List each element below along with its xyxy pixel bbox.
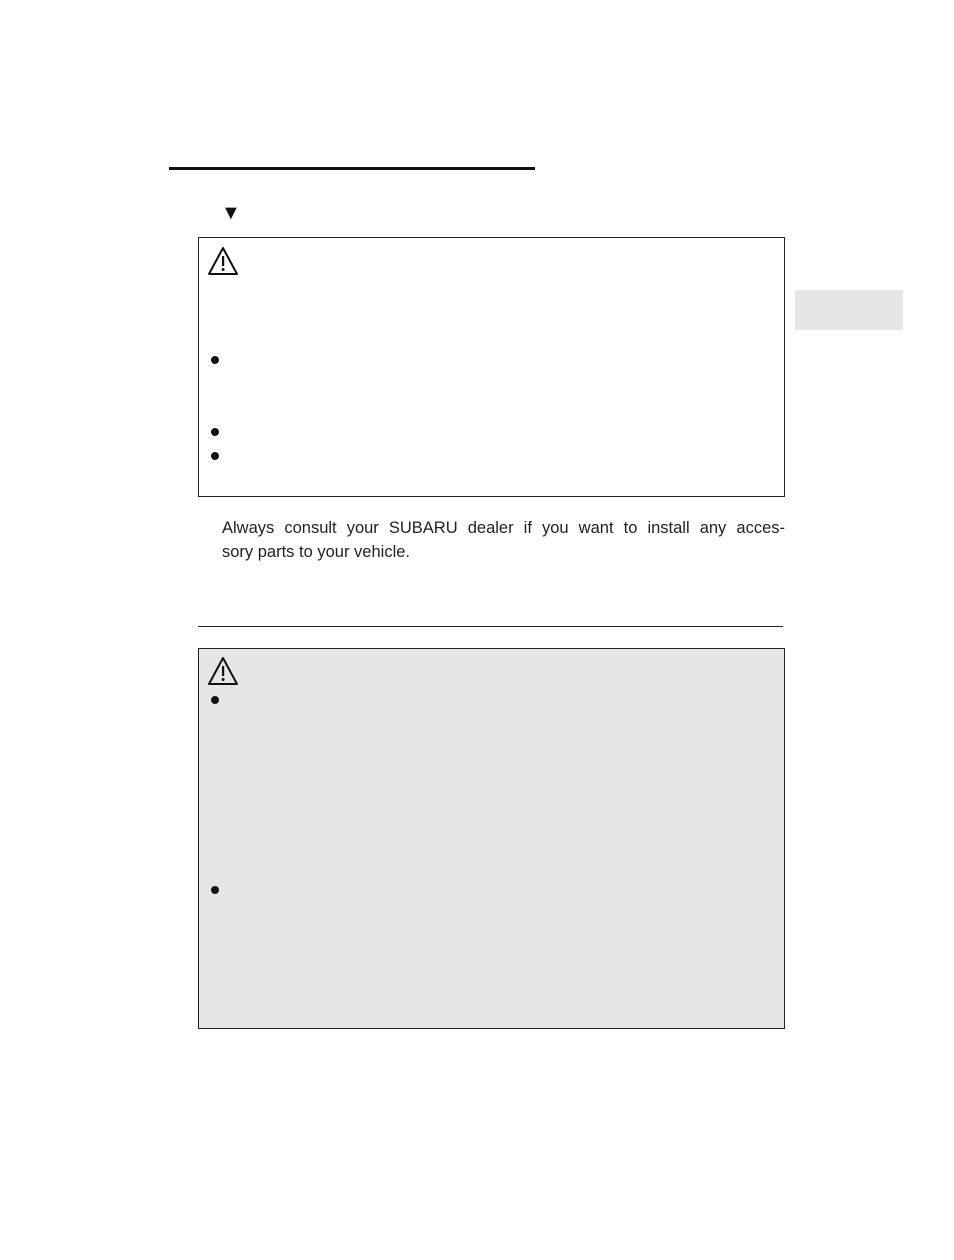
bullet-dot-icon	[211, 428, 219, 436]
bullet-dot-icon	[211, 452, 219, 460]
heading-rule	[169, 167, 535, 170]
accessory-paragraph	[222, 516, 785, 564]
bullet-dot-icon	[211, 356, 219, 364]
chapter-tab	[795, 290, 903, 330]
bullet-dot-icon	[211, 696, 219, 704]
down-triangle-icon: ▼	[221, 202, 241, 224]
warning-triangle-icon	[207, 656, 239, 686]
paragraph-line-2: sory parts to your vehicle.	[222, 543, 410, 561]
section-rule	[198, 626, 783, 627]
paragraph-line-1: Always consult your SUBARU dealer if you want to install any acces-	[222, 519, 785, 537]
warning-box-2	[198, 648, 785, 1029]
bullet-dot-icon	[211, 886, 219, 894]
warning-box-1	[198, 237, 785, 497]
warning-triangle-icon	[207, 246, 239, 276]
